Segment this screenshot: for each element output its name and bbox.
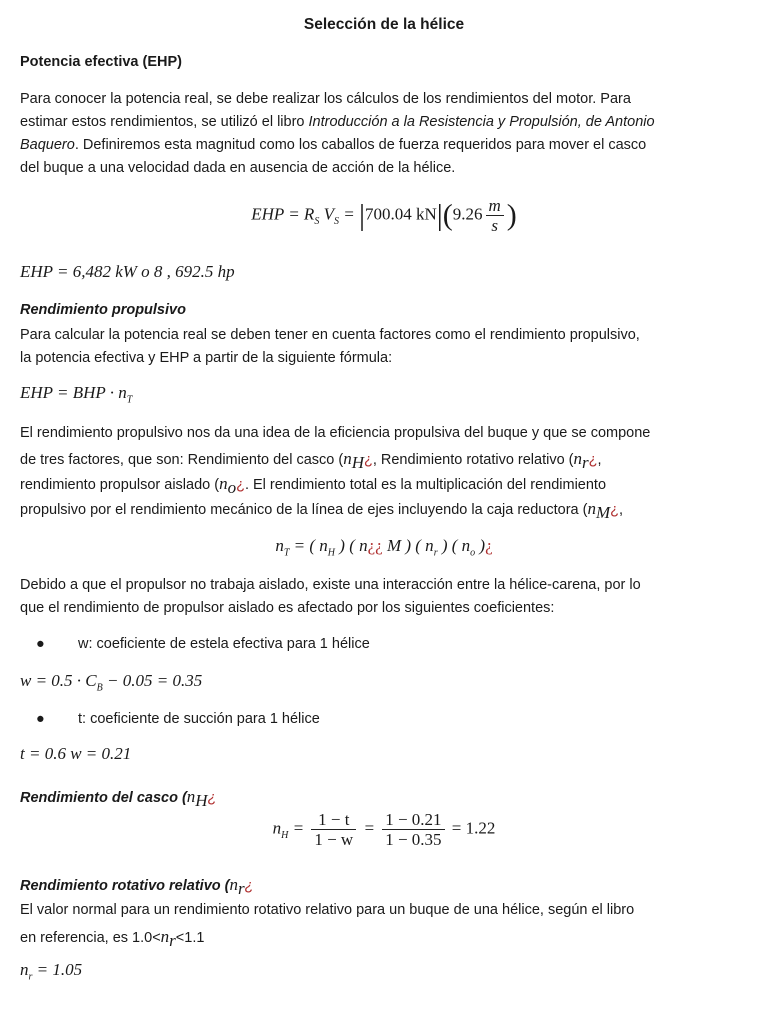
eq1-value-2: 9.26 xyxy=(452,204,483,224)
casco-heading-text: Rendimiento del casco ( xyxy=(20,790,187,806)
eq7-f2-num: 1 − 0.21 xyxy=(382,810,444,830)
rotative-efficiency-heading xyxy=(20,875,253,899)
book-title: Introducción a la Resistencia y Propulsión, de Antonio xyxy=(308,114,655,130)
equation-nh xyxy=(0,810,768,849)
eq4-q2: ¿ xyxy=(485,536,493,555)
eq1-equals: = xyxy=(338,204,359,224)
bullet-w-dot: ● xyxy=(36,636,45,652)
eq7-f1-num: 1 − t xyxy=(311,810,356,830)
casco-n-sub: H xyxy=(195,790,208,810)
p3-l2-q1: ¿ xyxy=(363,452,373,468)
eq8-sub: r xyxy=(28,971,33,983)
eq1-paren-open-2: ( xyxy=(442,198,453,232)
eq1-unit-fraction xyxy=(486,196,504,235)
eq8-a: n xyxy=(20,960,29,979)
eq1-vs-sub: S xyxy=(333,215,339,227)
p3-l2-n1: n xyxy=(343,449,352,468)
propulsive-line-2: la potencia efectiva y EHP a partir de la siguiente fórmula: xyxy=(20,350,393,366)
intro-line-4: del buque a una velocidad dada en ausencia de acción de la hélice. xyxy=(20,160,456,176)
eq4-q1: ¿¿ xyxy=(367,536,383,555)
eq4-a: n xyxy=(275,536,284,555)
paragraph-5-line-2 xyxy=(20,927,204,951)
p5-l2-a: en referencia, es 1.0< xyxy=(20,930,161,946)
equation-nr xyxy=(20,960,82,982)
p3-l2-n1-sub: H xyxy=(351,452,364,472)
p3-l2-n2-sub: r xyxy=(582,452,589,472)
paragraph-4-line-1: Debido a que el propulsor no trabaja aislado, existe una interacción entre la hélice-carena, por lo xyxy=(20,577,641,593)
eq4-f: ) xyxy=(475,536,486,555)
p3-l2-b: , Rendimiento rotativo relativo ( xyxy=(372,452,574,468)
eq3-sub: T xyxy=(126,394,133,406)
eq7-eq2: = xyxy=(359,818,380,838)
eq5-a: w = 0.5 · C xyxy=(20,671,97,690)
eq7-lhs: n xyxy=(272,818,282,838)
paragraph-3-line-4 xyxy=(20,499,623,523)
bullet-t-text: t: coeficiente de succión para 1 hélice xyxy=(78,711,320,727)
equation-nt-product xyxy=(0,536,768,558)
equation-w xyxy=(20,671,202,693)
casco-n: n xyxy=(186,787,196,806)
bullet-w-text: w: coeficiente de estela efectiva para 1 hélice xyxy=(78,636,370,652)
paragraph-3-line-2 xyxy=(20,449,602,473)
eq4-d: M ) ( n xyxy=(382,536,434,555)
intro-line-1: Para conocer la potencia real, se debe realizar los cálculos de los rendimientos del motor. Para xyxy=(20,91,631,107)
eq7-lhs-sub: H xyxy=(281,829,289,841)
casco-q: ¿ xyxy=(207,790,217,806)
propulsive-heading: Rendimiento propulsivo xyxy=(20,302,186,318)
eq4-e-sub: o xyxy=(470,547,476,559)
rot-n-sub: r xyxy=(237,878,245,898)
eq7-result: = 1.22 xyxy=(447,818,496,838)
p3-l2-a: de tres factores, que son: Rendimiento del casco ( xyxy=(20,452,344,468)
p3-l3-b: . El rendimiento total es la multiplicación del rendimiento xyxy=(244,477,607,493)
propulsive-line-1: Para calcular la potencia real se deben tener en cuenta factores como el rendimiento propulsivo, xyxy=(20,327,640,343)
hull-efficiency-heading xyxy=(20,787,216,811)
eq1-rs-sub: S xyxy=(314,215,320,227)
equation-t: t = 0.6 w = 0.21 xyxy=(20,744,132,763)
bullet-t-dot: ● xyxy=(36,711,45,727)
eq4-d-sub: r xyxy=(433,547,438,559)
eq4-e: ) ( n xyxy=(437,536,471,555)
rot-heading-text: Rendimiento rotativo relativo ( xyxy=(20,878,230,894)
p5-l2-b: <1.1 xyxy=(175,930,205,946)
eq4-b: = ( n xyxy=(289,536,328,555)
eq1-value: 700.04 kN xyxy=(364,204,437,224)
intro-line-3-text: . Definiremos esta magnitud como los caballos de fuerza requeridos para mover el casco xyxy=(74,137,647,153)
p3-l3-a: rendimiento propulsor aislado ( xyxy=(20,477,220,493)
eq3-main: EHP = BHP · n xyxy=(20,383,127,402)
eq8-b: = 1.05 xyxy=(32,960,83,979)
eq1-paren-open: | xyxy=(358,198,365,232)
equation-ehp-bhp xyxy=(20,383,132,405)
eq7-f1-den: 1 − w xyxy=(314,830,354,849)
p3-l2-n2: n xyxy=(573,449,583,468)
p3-l2-q2: ¿ xyxy=(588,452,598,468)
page-title: Selección de la hélice xyxy=(303,16,465,33)
paragraph-3-line-1: El rendimiento propulsivo nos da una idea de la eficiencia propulsiva del buque y que se compone xyxy=(20,425,651,441)
p3-l2-c: , xyxy=(597,452,602,468)
p3-l4-a: propulsivo por el rendimiento mecánico de la línea de ejes incluyendo la caja reductora ( xyxy=(20,502,588,518)
rot-q: ¿ xyxy=(244,878,254,894)
p5-l2-n-sub: r xyxy=(169,930,176,950)
p3-l3-q: ¿ xyxy=(236,477,245,493)
paragraph-4-line-2: que el rendimiento de propulsor aislado es afectado por los siguientes coeficientes: xyxy=(20,600,555,616)
p3-l4-c: , xyxy=(618,502,624,518)
eq7-fraction-1 xyxy=(311,810,356,849)
eq7-f2-den: 1 − 0.35 xyxy=(385,830,442,849)
eq1-v: V xyxy=(319,204,334,224)
paragraph-5-line-1: El valor normal para un rendimiento rotativo relativo para un buque de una hélice, según el libro xyxy=(20,902,635,918)
eq5-sub: B xyxy=(96,682,103,694)
eq5-b: − 0.05 = 0.35 xyxy=(102,671,203,690)
p3-l3-n: n xyxy=(219,474,228,493)
eq7-eq: = xyxy=(288,818,309,838)
eq4-b-sub: H xyxy=(327,547,336,559)
eq1-paren-close-2: ) xyxy=(506,198,517,232)
eq1-lhs: EHP = R xyxy=(251,204,315,224)
p3-l3-n-sub: o xyxy=(227,477,237,497)
eq4-a-sub: T xyxy=(283,547,290,559)
eq4-c: ) ( n xyxy=(335,536,368,555)
p5-l2-n: n xyxy=(160,927,170,946)
book-author: Baquero xyxy=(20,137,75,153)
eq1-unit-num: m xyxy=(486,196,504,216)
intro-line-2 xyxy=(20,114,655,130)
rot-n: n xyxy=(229,875,238,894)
intro-line-2-text: estimar estos rendimientos, se utilizó el libro xyxy=(20,114,309,130)
eq7-fraction-2 xyxy=(382,810,444,849)
ehp-heading: Potencia efectiva (EHP) xyxy=(20,54,182,70)
p3-l4-q: ¿ xyxy=(610,502,619,518)
eq1-paren-close: | xyxy=(436,198,443,232)
p3-l4-n: n xyxy=(587,499,596,518)
equation-ehp-rs-vs xyxy=(0,196,768,235)
p3-l4-n-sub: M xyxy=(595,502,611,522)
intro-line-3 xyxy=(20,137,646,153)
paragraph-3-line-3 xyxy=(20,474,606,498)
eq1-unit-den: s xyxy=(491,216,498,235)
equation-ehp-result: EHP = 6,482 kW o 8 , 692.5 hp xyxy=(20,262,235,281)
